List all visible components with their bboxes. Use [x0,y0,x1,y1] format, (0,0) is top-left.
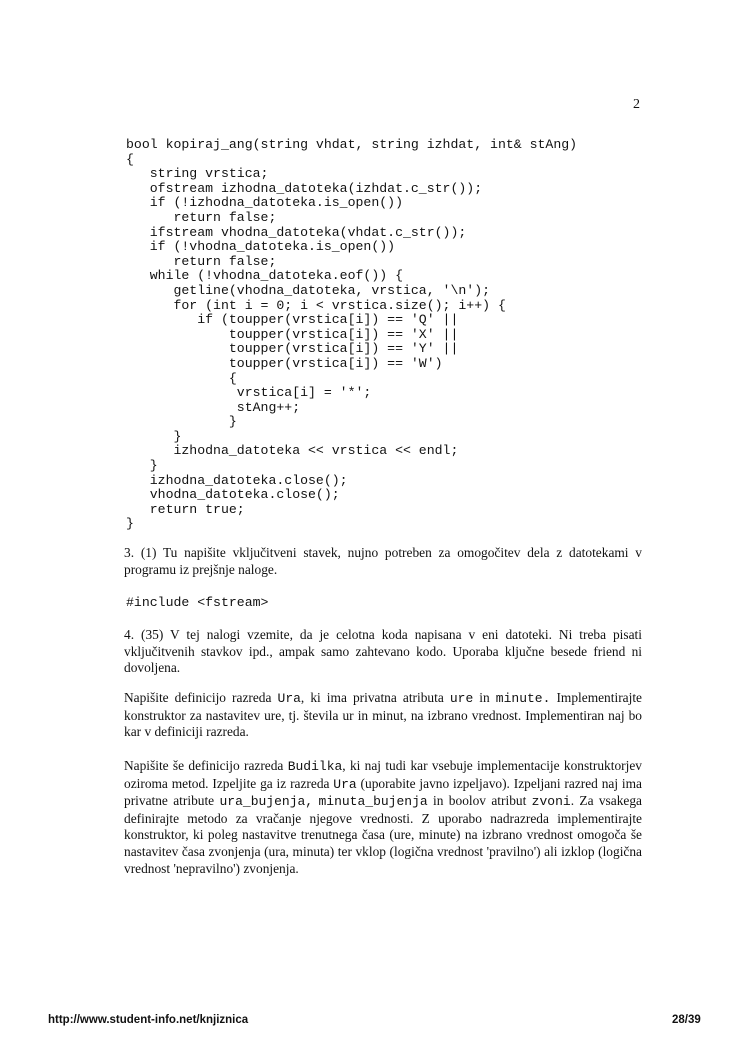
text-segment: Implementirajte konstruktor za nastavitev ure, tj. števila ur in minut, na izbrano vrednost. Implementiran naj bo kar v definiciji razreda. [124,690,642,740]
text-segment: , ki ima privatna atributa [300,690,450,705]
code-line: if (!izhodna_datoteka.is_open()) [126,195,403,211]
code-line: stAng++; [126,399,301,415]
text-segment: (uporabite javno izpeljavo). Izpeljani razred naj ima privatne atribute [124,775,642,809]
footer-url-link[interactable]: http://www.student-info.net/knjiznica [48,1014,249,1026]
code-token: minuta_bujenja [318,794,428,810]
code-token: ura_bujenja, [219,794,314,810]
code-line: getline(vhodna_datoteka, vrstica, '\n'); [126,282,491,298]
code-line: } [126,516,134,532]
code-token: zvoni [531,794,571,810]
code-line: ofstream izhodna_datoteka(izhdat.c_str()); [126,180,483,196]
code-token: Ura [277,691,301,706]
code-line: return true; [126,501,245,517]
question-4-intro: 4. (35) V tej nalogi vzemite, da je celotna koda napisana v eni datoteki. Ni treba pisati vključitvenih stavkov ipd., ampak samo zahtevano kodo. Uporaba ključne besede friend ni dovoljena. [124,627,642,676]
code-token: minute. [495,691,551,706]
code-line: if (!vhodna_datoteka.is_open()) [126,239,396,255]
code-line: } [126,414,237,430]
code-token: Ura [333,776,357,792]
code-line: toupper(vrstica[i]) == 'X' || [126,326,459,342]
text-segment: . Za vsakega definirajte metodo za vračanje njegove vrednosti. Z uporabo nadrazreda implementirajte konstruktor, ki poleg nastavitve trenutnega časa (ure, minute) na izbrano vrednost omogoča še nastavitev časa zvonjenja (ura, minuta) ter vklop (logična vrednost 'pravilno') ali izklop (logična vrednost 'nepravilno') zvonjenja. [124,793,642,876]
code-line: while (!vhodna_datoteka.eof()) { [126,268,403,284]
code-line: toupper(vrstica[i]) == 'Y' || [126,341,459,357]
code-line: vrstica[i] = '*'; [126,385,372,401]
text-segment: Napišite še definicijo razreda [124,758,288,773]
code-token: ure [449,691,474,706]
code-line: string vrstica; [126,166,269,182]
code-listing [126,138,577,532]
code-line: } [126,458,158,474]
code-line: return false; [126,209,277,225]
text-segment: Napišite definicijo razreda [124,690,278,705]
code-line: } [126,428,182,444]
code-line: for (int i = 0; i < vrstica.size(); i++) { [126,297,506,313]
question-3-answer: #include <fstream> [126,595,269,610]
code-line: bool kopiraj_ang(string vhdat, string izhdat, int& stAng) [126,137,578,152]
footer-page-count: 28/39 [672,1014,701,1026]
code-line: toupper(vrstica[i]) == 'W') [126,355,443,371]
code-line: ifstream vhodna_datoteka(vhdat.c_str()); [126,224,467,240]
text-segment: in boolov atribut [427,793,532,809]
code-line: if (toupper(vrstica[i]) == 'Q' || [126,312,459,328]
code-line: { [126,370,237,386]
question-4-paragraph-ura [124,690,642,741]
code-line: izhodna_datoteka << vrstica << endl; [126,443,459,459]
code-token: Budilka [287,759,343,774]
text-segment: in [473,690,496,705]
code-line: return false; [126,253,277,269]
page-number: 2 [633,97,640,112]
code-line: vhodna_datoteka.close(); [126,487,340,503]
code-line: { [126,151,134,167]
question-4-paragraph-budilka [124,758,642,877]
text-segment: , ki naj tudi kar vsebuje implementacije konstruktorjev oziroma metod. Izpeljite ga iz razreda [124,758,642,791]
question-3-text: 3. (1) Tu napišite vključitveni stavek, nujno potreben za omogočitev dela z datotekami v programu iz prejšnje naloge. [124,545,642,577]
code-line: izhodna_datoteka.close(); [126,472,348,488]
